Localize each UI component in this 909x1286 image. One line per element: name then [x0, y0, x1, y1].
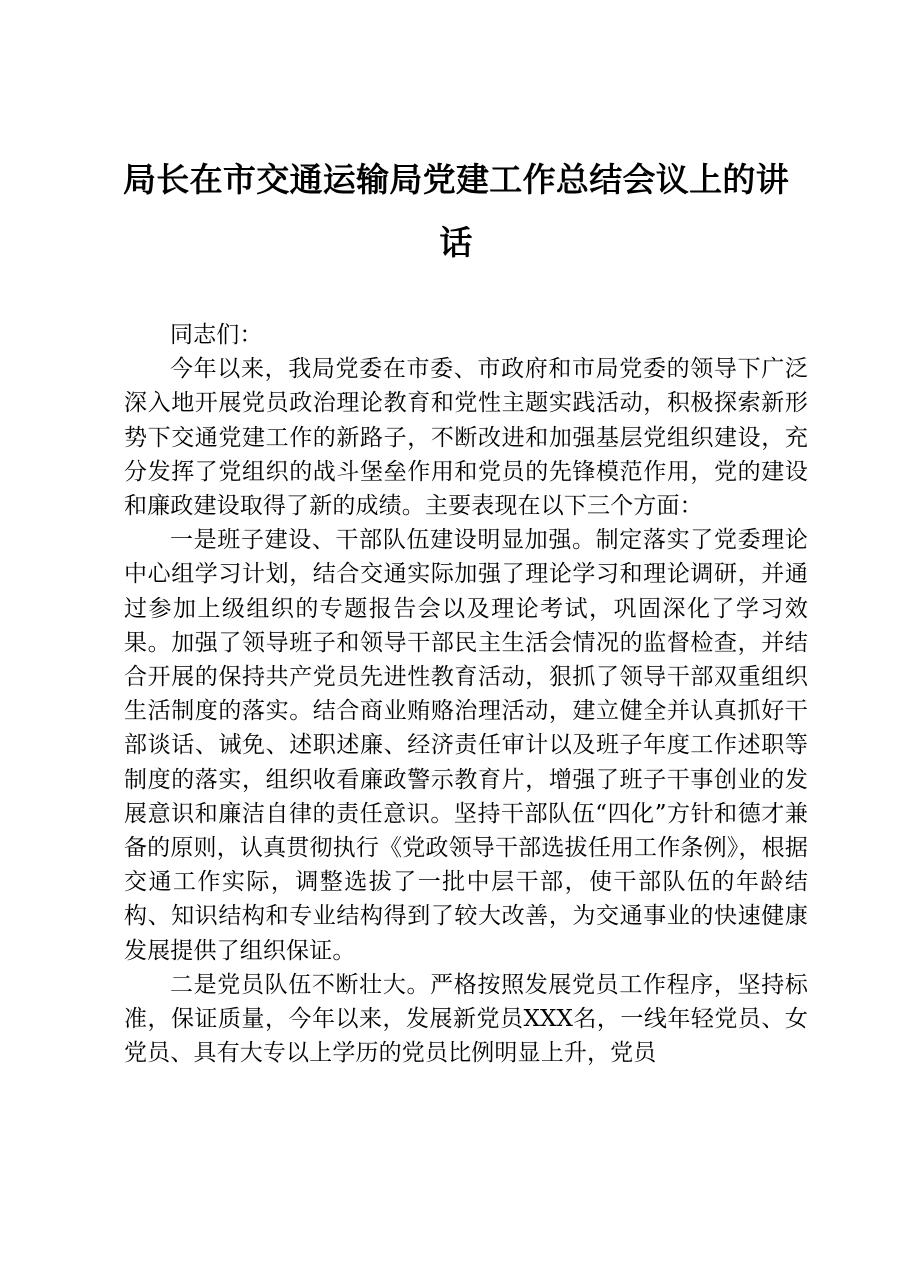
- paragraph-party-member-growth: 二是党员队伍不断壮大。严格按照发展党员工作程序，坚持标准，保证质量，今年以来，发展新党员XXX名，一线年轻党员、女党员、具有大专以上学历的党员比例明显上升，党员: [124, 971, 808, 1067]
- salutation: 同志们：: [170, 322, 263, 348]
- paragraph-intro: 今年以来，我局党委在市委、市政府和市局党委的领导下广泛深入地开展党员政治理论教育和党性主题实践活动，积极探索新形势下交通党建工作的新路子，不断改进和加强基层党组织建设，充分发挥了党组织的战斗堡垒作用和党员的先锋模范作用，党的建设和廉政建设取得了新的成绩。主要表现在以下三个方面：: [124, 356, 808, 520]
- paragraph-leadership-building: 一是班子建设、干部队伍建设明显加强。制定落实了党委理论中心组学习计划，结合交通实际加强了理论学习和理论调研，并通过参加上级组织的专题报告会以及理论考试，巩固深化了学习效果。加强了领导班子和领导干部民主生活会情况的监督检查，并结合开展的保持共产党员先进性教育活动，狠抓了领导干部双重组织生活制度的落实。结合商业贿赂治理活动，建立健全并认真抓好干部谈话、诫免、述职述廉、经济责任审计以及班子年度工作述职等制度的落实，组织收看廉政警示教育片，增强了班子干事创业的发展意识和廉洁自律的责任意识。坚持干部队伍“四化”方针和德才兼备的原则，认真贯彻执行《党政领导干部选拔任用工作条例》，根据交通工作实际，调整选拔了一批中层干部，使干部队伍的年龄结构、知识结构和专业结构得到了较大改善，为交通事业的快速健康发展提供了组织保证。: [124, 527, 808, 964]
- document-body: [124, 318, 808, 1070]
- document-title: 局长在市交通运输局党建工作总结会议上的讲话: [123, 160, 789, 262]
